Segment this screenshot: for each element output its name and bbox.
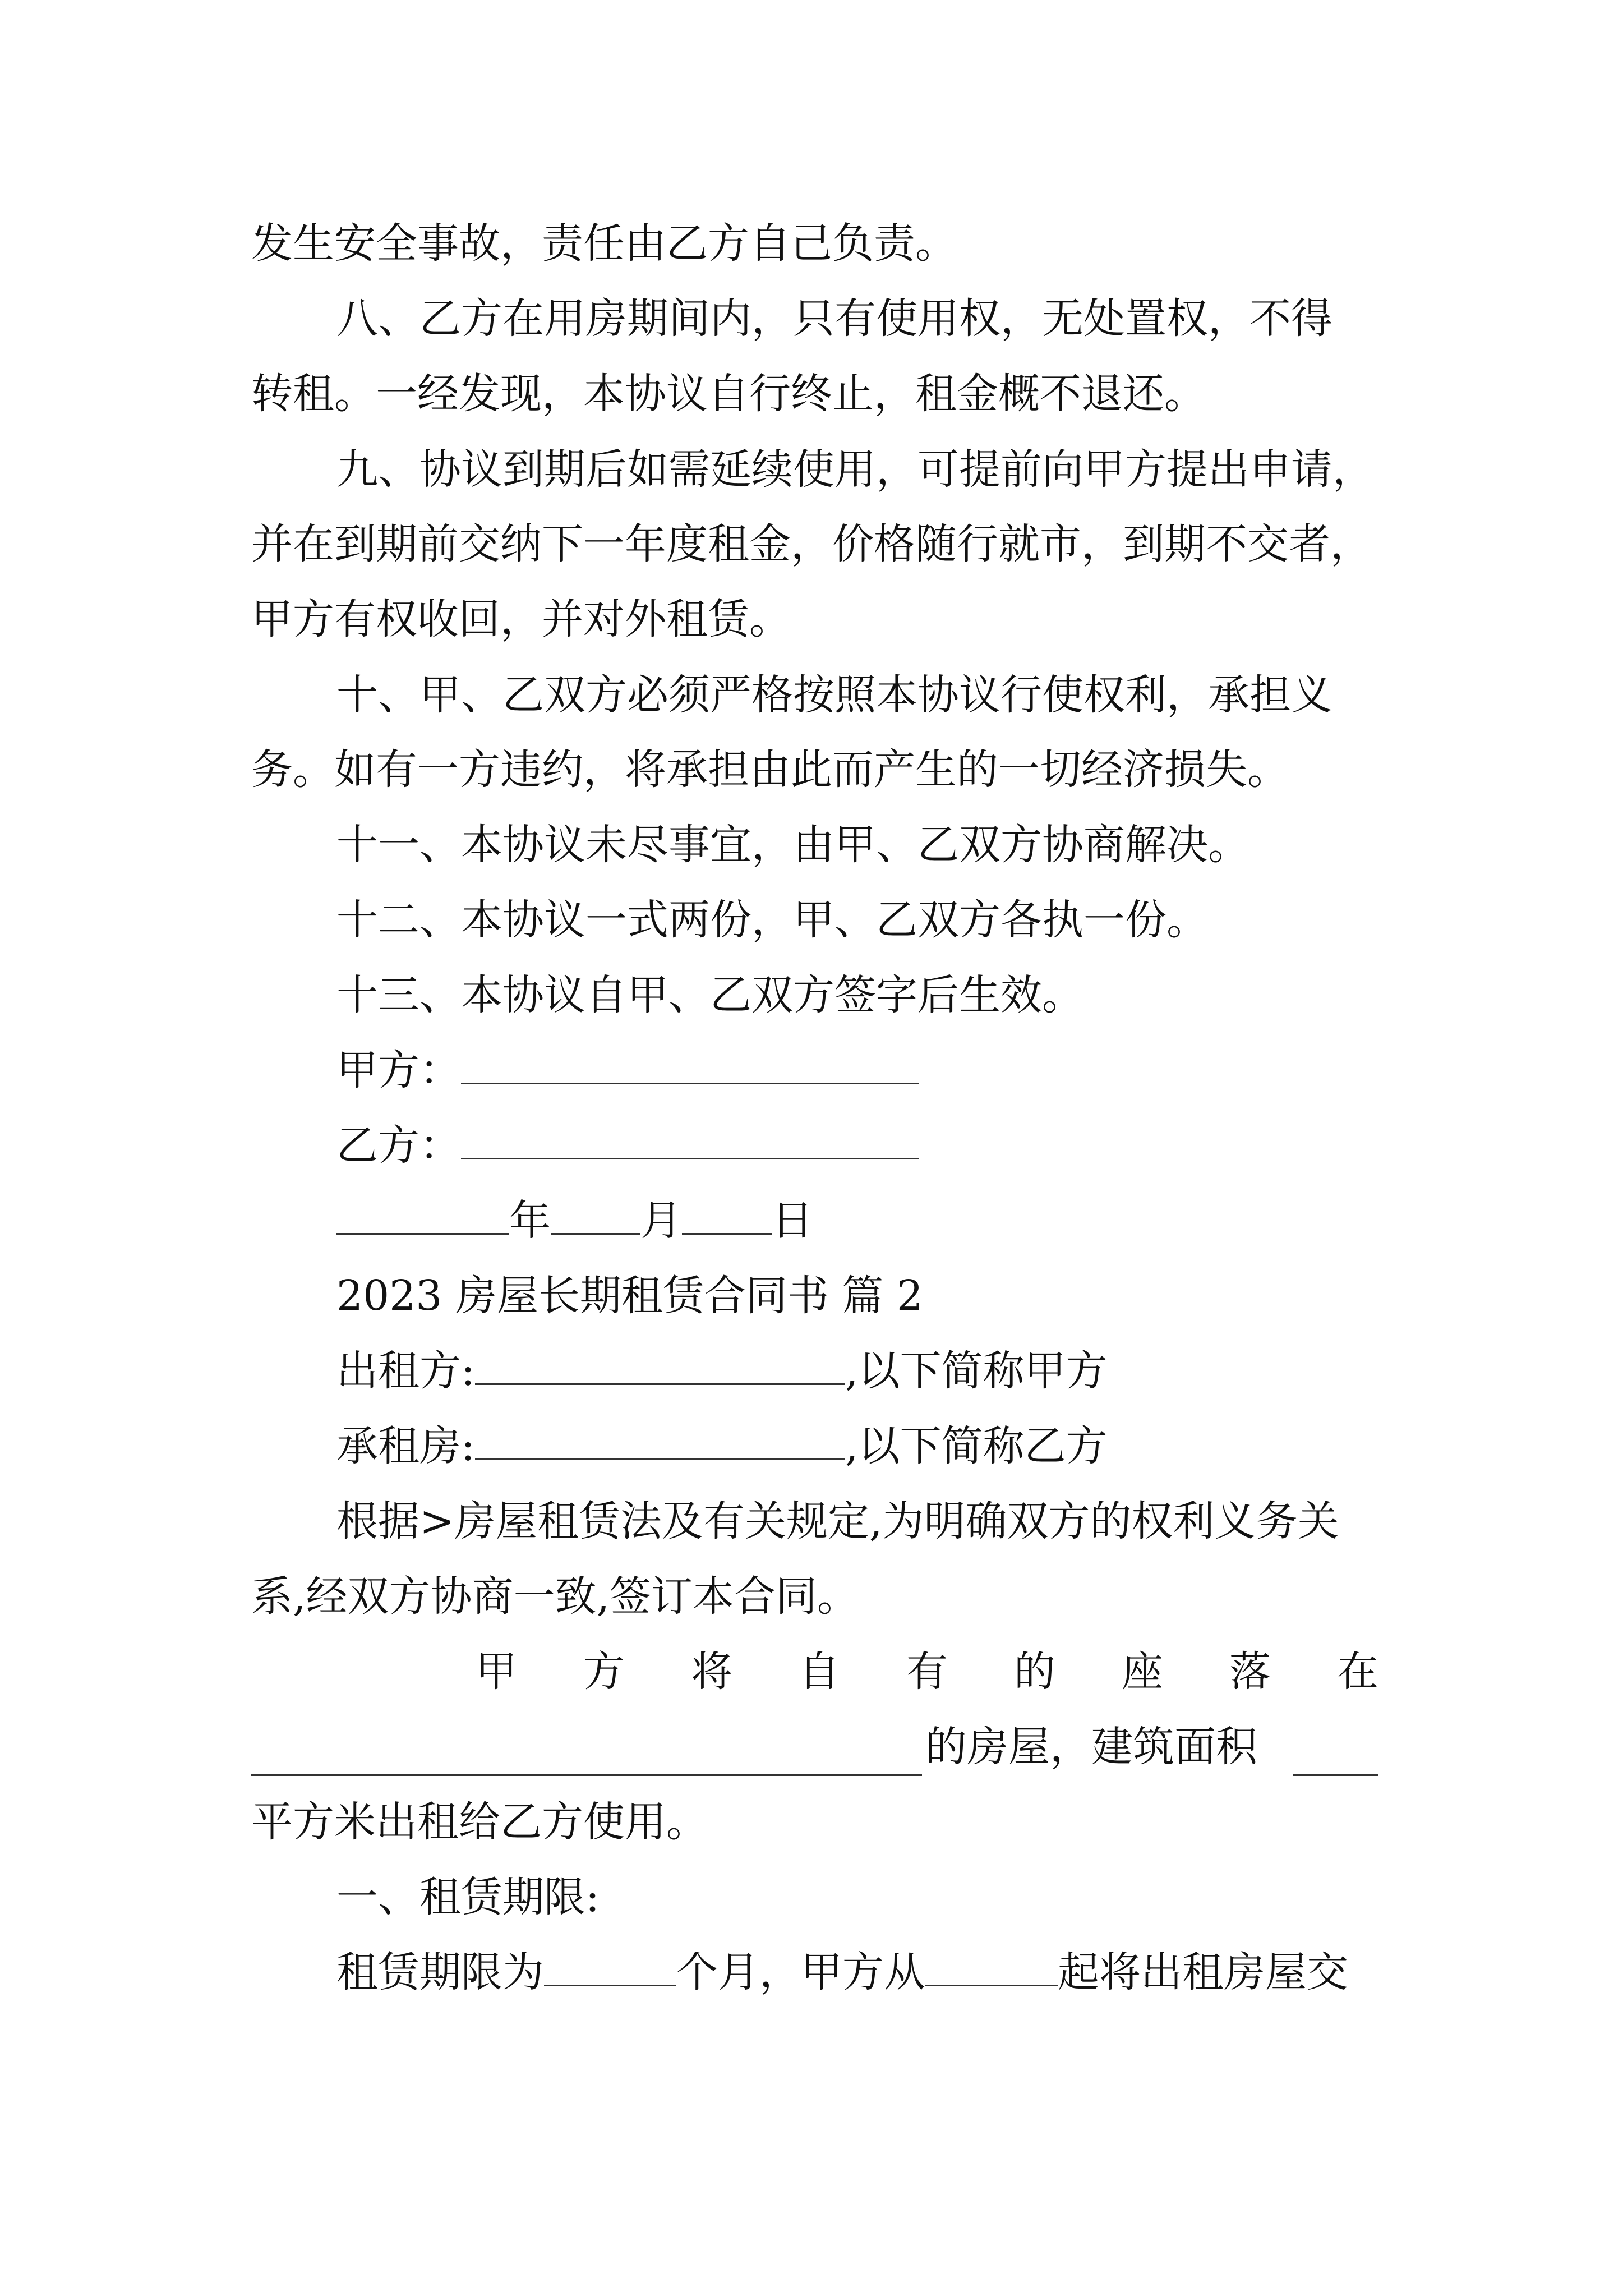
party-a-blank[interactable] [461,1042,919,1084]
party-b-label: 乙方： [336,1121,461,1170]
spread-char: 甲 [476,1648,517,1696]
clause-12: 十二、本协议一式两份，甲、乙双方各执一份。 [336,896,1208,944]
spread-char: 座 [1122,1648,1163,1696]
day-label: 日 [772,1197,813,1245]
property-area-text: 的房屋，建筑面积 [925,1723,1257,1771]
lessee-blank[interactable] [475,1418,845,1460]
spread-char: 在 [1337,1648,1378,1696]
clause-8-line-2: 转租。一经发现，本协议自行终止，租金概不退还。 [251,370,1206,418]
spread-char: 落 [1229,1648,1271,1696]
property-clause-line-1 [476,1644,1378,1700]
spread-char: 方 [583,1648,625,1696]
lessor-line [336,1343,1378,1399]
clause-13: 十三、本协议自甲、乙双方签字后生效。 [336,971,1083,1019]
year-label: 年 [509,1197,551,1245]
clause-9-line-2: 并在到期前交纳下一年度租金，价格随行就市，到期不交者， [251,520,1372,568]
preamble-line-1: 根据>房屋租赁法及有关规定,为明确双方的权利义务关 [336,1497,1339,1545]
months-blank[interactable] [544,1944,676,1986]
lessee-label: 承租房: [336,1422,475,1470]
year-blank[interactable] [336,1193,509,1235]
clause-9-line-1: 九、协议到期后如需延续使用，可提前向甲方提出申请， [336,445,1374,494]
party-a-label: 甲方： [336,1046,461,1094]
month-blank[interactable] [551,1193,640,1235]
lease-term-heading: 一、租赁期限: [336,1873,600,1921]
lease-term-text-a: 租赁期限为 [336,1948,544,1996]
date-line [336,1193,1378,1249]
lease-term-text-b: 个月，甲方从 [676,1948,925,1996]
spread-char: 有 [906,1648,948,1696]
lease-term-line [336,1944,1378,2000]
clause-10-line-1: 十、甲、乙双方必须严格按照本协议行使权利，承担义 [336,671,1332,719]
lessor-label: 出租方: [336,1347,475,1395]
clause-9-line-3: 甲方有权收回，并对外租赁。 [251,595,791,643]
property-clause-line-3: 平方米出租给乙方使用。 [251,1798,708,1846]
party-b-blank[interactable] [461,1117,919,1159]
party-a-signature-line [336,1042,1378,1098]
start-date-blank[interactable] [925,1944,1058,1986]
lessee-line [336,1418,1378,1474]
lessee-suffix: ,以下简称乙方 [845,1422,1108,1470]
month-label: 月 [640,1197,682,1245]
spread-char: 将 [691,1648,732,1696]
section-2-title: 2023 房屋长期租赁合同书 篇 2 [336,1272,923,1320]
lease-term-text-c: 起将出租房屋交 [1058,1948,1348,1996]
spread-char: 自 [799,1648,840,1696]
spread-char: 的 [1014,1648,1055,1696]
preamble-line-2: 系,经双方协商一致,签订本合同。 [251,1572,859,1621]
clause-10-line-2: 务。如有一方违约，将承担由此而产生的一切经济损失。 [251,746,1289,794]
lessor-blank[interactable] [475,1343,845,1385]
day-blank[interactable] [682,1193,772,1235]
clause-11: 十一、本协议未尽事宜，由甲、乙双方协商解决。 [336,821,1249,869]
area-blank[interactable] [1293,1774,1378,1776]
text-line: 发生安全事故，责任由乙方自己负责。 [251,219,957,268]
lessor-suffix: ,以下简称甲方 [845,1347,1108,1395]
party-b-signature-line [336,1117,1378,1174]
clause-8-line-1: 八、乙方在用房期间内，只有使用权，无处置权，不得 [336,295,1332,343]
property-address-blank[interactable] [251,1774,922,1776]
